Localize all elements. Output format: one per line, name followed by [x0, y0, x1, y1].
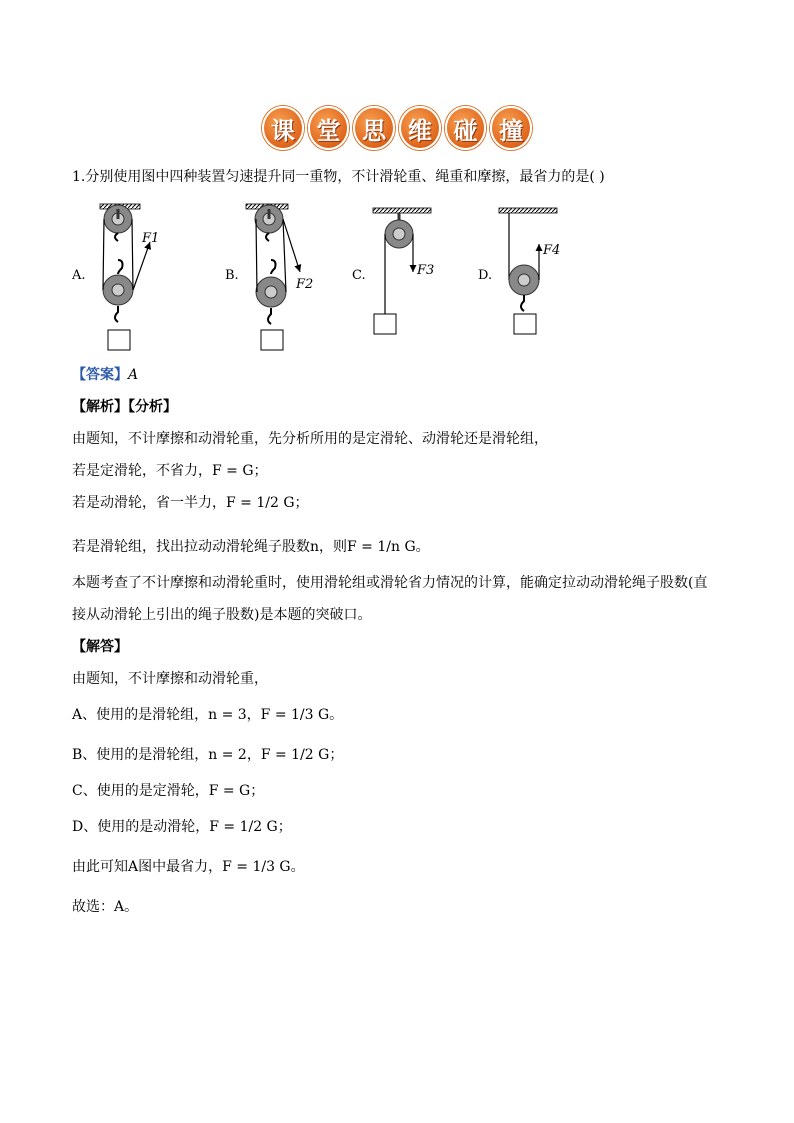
analysis-line: 若是定滑轮，不省力，F = G； — [72, 463, 268, 479]
banner-char: 思 — [353, 106, 395, 150]
answer-value: A — [128, 367, 139, 383]
analysis-line: 由题知，不计摩擦和动滑轮重，先分析所用的是定滑轮、动滑轮还是滑轮组， — [72, 431, 548, 447]
figure-label: A. — [72, 268, 86, 283]
force-label: F2 — [296, 277, 314, 292]
analysis-line: 接从动滑轮上引出的绳子股数)是本题的突破口。 — [72, 607, 372, 623]
banner-char: 撞 — [490, 106, 532, 150]
solution-line: C、使用的是定滑轮，F = G； — [72, 783, 265, 799]
analysis-line: 本题考查了不计摩擦和动滑轮重时，使用滑轮组或滑轮省力情况的计算，能确定拉动动滑轮绳子股数(直 — [72, 575, 708, 591]
solution-line: 由题知，不计摩擦和动滑轮重， — [72, 671, 268, 687]
figure-b — [246, 204, 300, 350]
solution-line: 故选：A。 — [72, 899, 139, 915]
force-label: F1 — [142, 231, 160, 246]
section-banner — [262, 106, 532, 150]
solution-label: 【解答】 — [72, 639, 128, 655]
banner-char: 堂 — [308, 106, 350, 150]
analysis-label: 【解析】【分析】 — [72, 399, 177, 415]
force-label: F3 — [417, 263, 435, 278]
answer-label: 【答案】 — [72, 367, 128, 383]
figure-d — [499, 208, 557, 334]
force-label: F4 — [543, 243, 561, 258]
pulley-figures — [72, 192, 572, 357]
answer-line — [72, 364, 138, 384]
solution-line: B、使用的是滑轮组，n = 2，F = 1/2 G； — [72, 747, 344, 763]
banner-char: 维 — [399, 106, 441, 150]
analysis-line: 若是动滑轮，省一半力，F = 1/2 G； — [72, 495, 309, 511]
solution-line: D、使用的是动滑轮，F = 1/2 G； — [72, 819, 292, 835]
banner-char: 课 — [262, 106, 304, 150]
question-text: 1.分别使用图中四种装置匀速提升同一重物，不计滑轮重、绳重和摩擦，最省力的是( ) — [72, 169, 605, 185]
figure-label: C. — [352, 268, 366, 283]
banner-char: 碰 — [445, 106, 487, 150]
solution-line: 由此可知A图中最省力，F = 1/3 G。 — [72, 859, 305, 875]
solution-line: A、使用的是滑轮组，n = 3，F = 1/3 G。 — [72, 707, 344, 723]
figure-label: D. — [478, 268, 493, 283]
figure-a — [100, 204, 150, 350]
figure-label: B. — [225, 268, 239, 283]
analysis-line: 若是滑轮组，找出拉动动滑轮绳子股数n，则F = 1/n G。 — [72, 539, 430, 555]
